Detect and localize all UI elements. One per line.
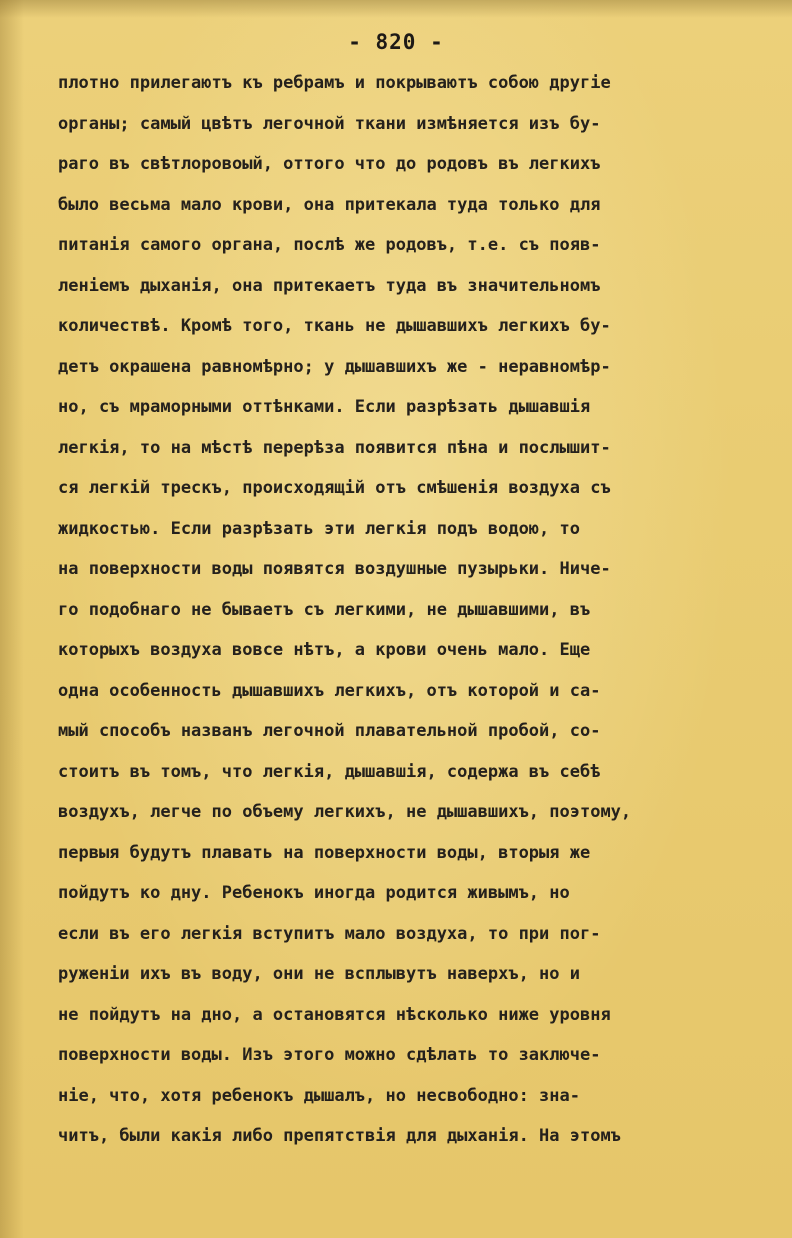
text-line: детъ окрашена равномѣрно; у дышавшихъ же - неравномѣр- bbox=[58, 356, 611, 377]
text-line: поверхности воды. Изъ этого можно сдѣлать то заключе- bbox=[58, 1045, 601, 1065]
text-line: стоитъ въ томъ, что легкiя, дышавшiя, содержа въ себѣ bbox=[58, 761, 601, 782]
body-text bbox=[58, 63, 758, 1157]
text-line: нiе, что, хотя ребенокъ дышалъ, но несвободно: зна- bbox=[58, 1085, 580, 1106]
text-line: легкiя, то на мѣстѣ перерѣза появится пѣна и послышит- bbox=[58, 437, 611, 458]
text-line: на поверхности воды появятся воздушные пузырьки. Ниче- bbox=[58, 559, 611, 579]
text-line: руженiи ихъ въ воду, они не всплывутъ наверхъ, но и bbox=[58, 964, 580, 984]
text-line: не пойдутъ на дно, а остановятся нѣсколько ниже уровня bbox=[58, 1004, 611, 1025]
text-line: мый способъ названъ легочной плавательной пробой, со- bbox=[58, 721, 601, 741]
text-line: если въ его легкiя вступитъ мало воздуха, то при пог- bbox=[58, 923, 601, 944]
text-line: ся легкiй трескъ, происходящiй отъ смѣшенiя воздуха съ bbox=[58, 478, 611, 498]
text-line: было весьма мало крови, она притекала туда только для bbox=[58, 194, 601, 215]
text-line: органы; самый цвѣтъ легочной ткани измѣняется изъ бу- bbox=[58, 113, 601, 134]
text-line: плотно прилегаютъ къ ребрамъ и покрываютъ собою другiе bbox=[58, 73, 611, 93]
text-line: ленiемъ дыханiя, она притекаетъ туда въ значительномъ bbox=[58, 275, 601, 296]
text-line: жидкостью. Если разрѣзать эти легкiя подъ водою, то bbox=[58, 518, 580, 539]
text-line: воздухъ, легче по объему легкихъ, не дышавшихъ, поэтому, bbox=[58, 802, 632, 822]
text-line: первыя будутъ плавать на поверхности воды, вторыя же bbox=[58, 842, 591, 863]
text-line: раго въ свѣтлоровоый, оттого что до родовъ въ легкихъ bbox=[58, 154, 601, 174]
page-edge-shadow-top bbox=[0, 0, 792, 18]
text-line: го подобнаго не бываетъ съ легкими, не дышавшими, въ bbox=[58, 599, 591, 620]
text-line: читъ, были какiя либо препятствiя для дыханiя. На этомъ bbox=[58, 1126, 621, 1146]
text-line: одна особенность дышавшихъ легкихъ, отъ которой и са- bbox=[58, 680, 601, 701]
page-edge-shadow-left bbox=[0, 0, 24, 1238]
text-line: количествѣ. Кромѣ того, ткань не дышавшихъ легкихъ бу- bbox=[58, 316, 611, 336]
text-line: но, съ мраморными оттѣнками. Если разрѣзать дышавшiя bbox=[58, 397, 591, 417]
text-line: питанiя самого органа, послѣ же родовъ, т.е. съ появ- bbox=[58, 235, 601, 255]
text-line: пойдутъ ко дну. Ребенокъ иногда родится живымъ, но bbox=[58, 883, 570, 903]
page-number: - 820 - bbox=[348, 30, 444, 54]
text-line: которыхъ воздуха вовсе нѣтъ, а крови очень мало. Еще bbox=[58, 640, 591, 660]
